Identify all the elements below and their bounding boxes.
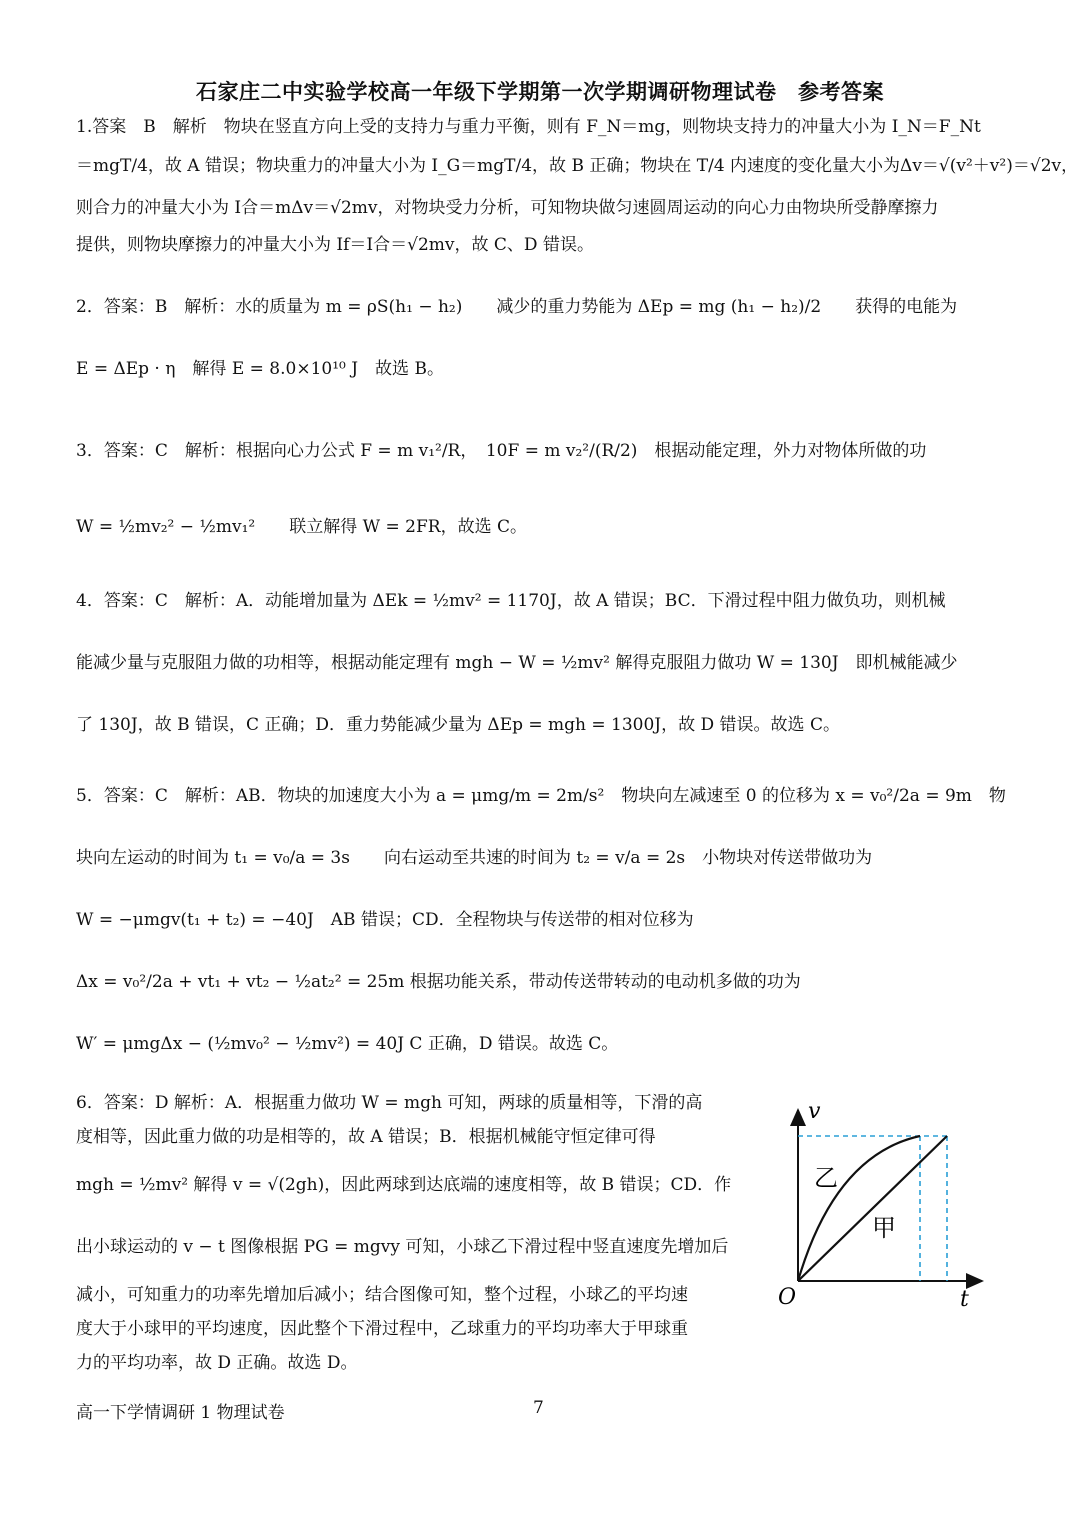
page-title: 石家庄二中实验学校高一年级下学期第一次学期调研物理试卷 参考答案: [196, 80, 884, 104]
yi-label: 乙: [814, 1164, 838, 1192]
answer-6: [76, 1086, 766, 1380]
answer-line: 6．答案：D 解析：A．根据重力做功 W = mgh 可知，两球的质量相等，下滑的高: [76, 1093, 703, 1113]
answer-line: 能减少量与克服阻力做的功相等，根据动能定理有 mgh − W = ½mv² 解得克服阻力做功 W = 130J 即机械能减少: [76, 653, 958, 673]
answer-line: 了 130J，故 B 错误，C 正确；D．重力势能减少量为 ΔEp = mgh = 1300J，故 D 错误。故选 C。: [76, 715, 840, 735]
page-number: 7: [533, 1398, 544, 1418]
answer-line: ＝mgT/4，故 A 错误；物块重力的冲量大小为 I_G＝mgT/4，故 B 正确；物块在 T/4 内速度的变化量大小为Δv＝√(v²＋v²)＝√2v，: [76, 156, 1079, 176]
answer-line: 减小，可知重力的功率先增加后减小；结合图像可知，整个过程，小球乙的平均速: [76, 1285, 688, 1305]
answer-line: 4．答案：C 解析：A．动能增加量为 ΔEk = ½mv² = 1170J，故 A 错误；BC．下滑过程中阻力做负功，则机械: [76, 591, 946, 611]
origin-label: O: [778, 1285, 797, 1310]
answer-5: [76, 765, 1006, 1075]
answer-4: [76, 570, 1006, 756]
answer-3: [76, 420, 1006, 572]
answer-line: 1.答案 B 解析 物块在竖直方向上受的支持力与重力平衡，则有 F_N＝mg，则物块支持力的冲量大小为 I_N＝F_Nt: [76, 117, 981, 137]
answer-line: 块向左运动的时间为 t₁ = v₀/a = 3s 向右运动至共速的时间为 t₂ = v/a = 2s 小物块对传送带做功为: [76, 848, 873, 868]
footer-exam-name: 高一下学情调研 1 物理试卷: [76, 1403, 285, 1423]
answer-line: 力的平均功率，故 D 正确。故选 D。: [76, 1353, 358, 1373]
answer-line: 则合力的冲量大小为 I合＝mΔv＝√2mv，对物块受力分析，可知物块做匀速圆周运动的向心力由物块所受静摩擦力: [76, 198, 939, 218]
answer-line: Δx = v₀²/2a + vt₁ + vt₂ − ½at₂² = 25m 根据功能关系，带动传送带转动的电动机多做的功为: [76, 972, 801, 992]
answer-line: 度相等，因此重力做的功是相等的，故 A 错误；B．根据机械能守恒定律可得: [76, 1127, 656, 1147]
vt-graph: [772, 1096, 1012, 1316]
answer-line: 提供，则物块摩擦力的冲量大小为 If＝I合＝√2mv，故 C、D 错误。: [76, 235, 594, 255]
answer-line: 度大于小球甲的平均速度，因此整个下滑过程中，乙球重力的平均功率大于甲球重: [76, 1319, 688, 1339]
yi-curve: [798, 1136, 920, 1281]
answer-line: 3．答案：C 解析：根据向心力公式 F = m v₁²/R， 10F = m v₂²/(R/2) 根据动能定理，外力对物体所做的功: [76, 441, 927, 461]
answer-2: [76, 276, 1006, 400]
answer-line: 5．答案：C 解析：AB．物块的加速度大小为 a = μmg/m = 2m/s² 物块向左减速至 0 的位移为 x = v₀²/2a = 9m 物: [76, 786, 1006, 806]
answer-line: 2．答案：B 解析：水的质量为 m = ρS(h₁ − h₂) 减少的重力势能为 ΔEp = mg (h₁ − h₂)/2 获得的电能为: [76, 297, 958, 317]
answer-line: W = ½mv₂² − ½mv₁² 联立解得 W = 2FR，故选 C。: [76, 517, 527, 537]
answer-line: W = −μmgv(t₁ + t₂) = −40J AB 错误；CD．全程物块与传送带的相对位移为: [76, 910, 694, 930]
answer-line: 出小球运动的 v − t 图像根据 PG = mgvy 可知，小球乙下滑过程中竖直速度先增加后: [76, 1237, 729, 1257]
answer-line: mgh = ½mv² 解得 v = √(2gh)，因此两球到达底端的速度相等，故 B 错误；CD．作: [76, 1175, 732, 1195]
answer-1: [76, 110, 1079, 262]
answer-line: W′ = μmgΔx − (½mv₀² − ½mv²) = 40J C 正确，D 错误。故选 C。: [76, 1034, 619, 1054]
answer-line: E = ΔEp · η 解得 E = 8.0×10¹⁰ J 故选 B。: [76, 359, 444, 379]
jia-label: 甲: [872, 1214, 896, 1242]
x-axis-label: t: [960, 1287, 969, 1312]
y-axis-label: v: [808, 1099, 821, 1124]
